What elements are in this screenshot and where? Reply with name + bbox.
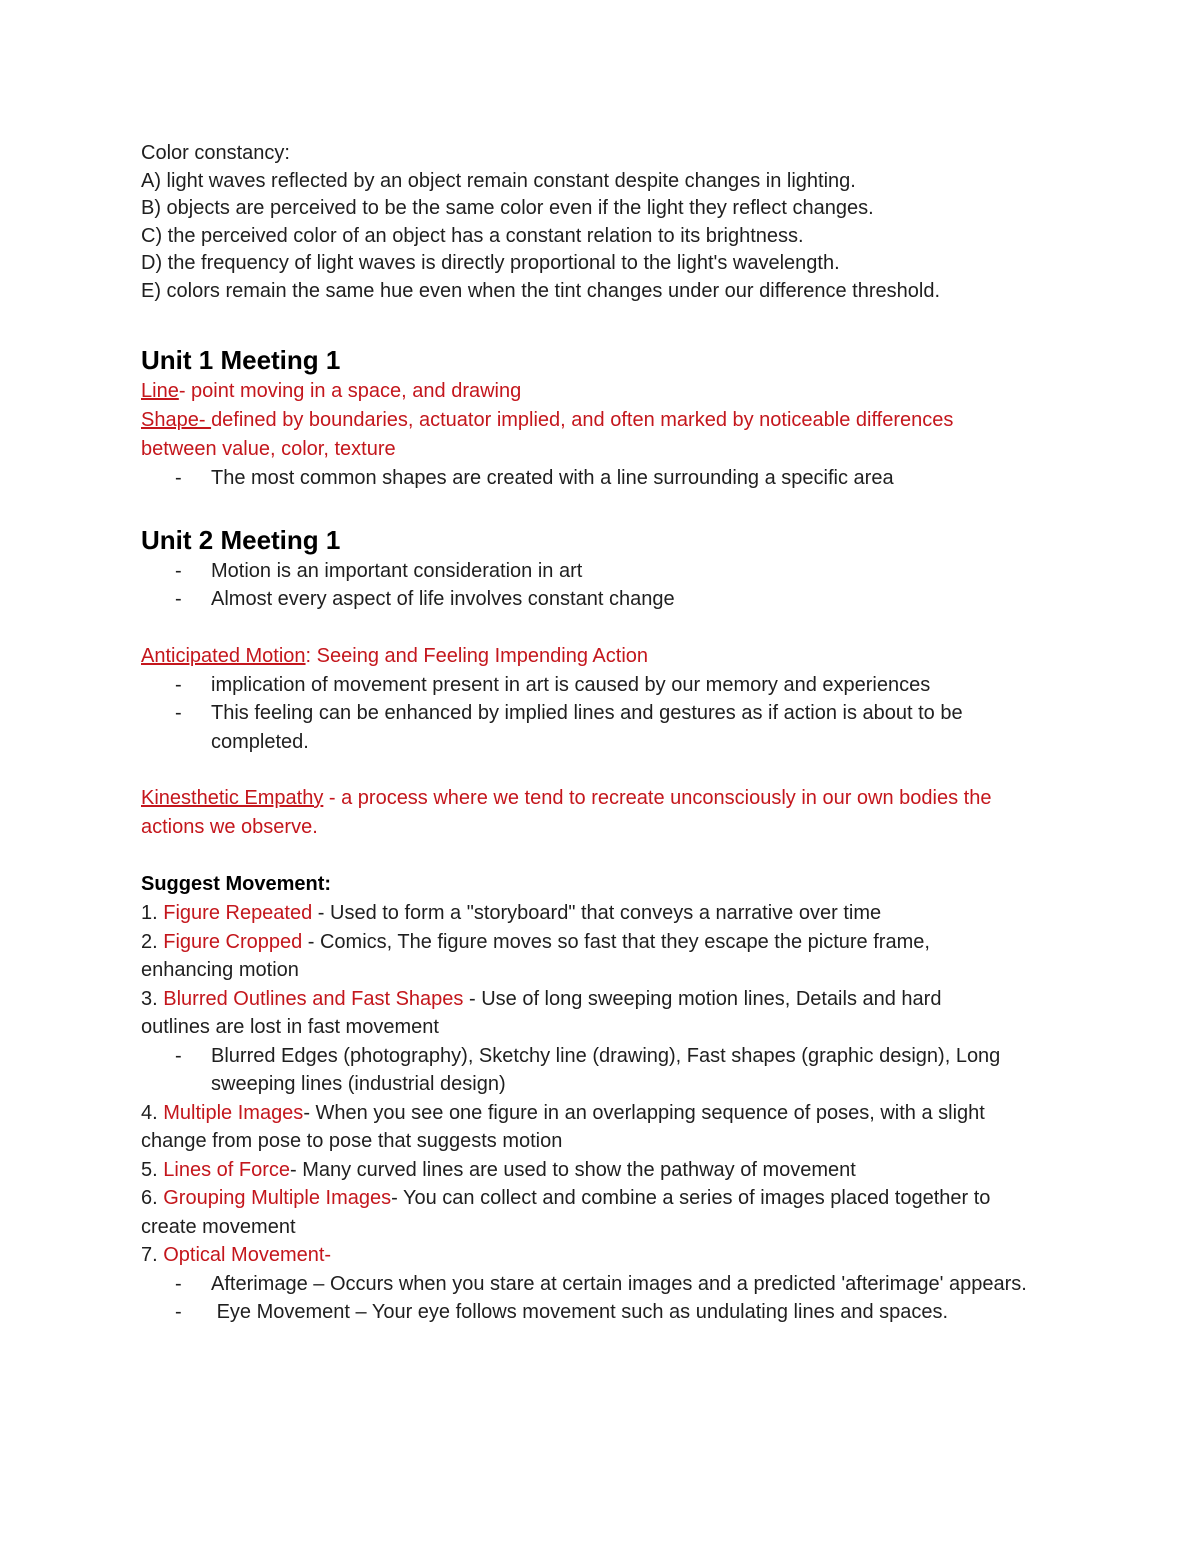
item-number: 2. [141,930,164,953]
list-item [141,928,1071,957]
bullet-text: This feeling can be enhanced by implied lines and gestures as if action is about to be completed. [211,702,963,753]
anticipated-def: : Seeing and Feeling Impending Action [305,644,649,667]
shape-definition-cont: between value, color, texture [141,438,396,460]
kinesthetic-def: - a process where we tend to recreate unconsciously in our own bodies the [323,787,992,809]
unit1-heading: Unit 1 Meeting 1 [141,345,341,375]
item-text: - Many curved lines are used to show the pathway of movement [289,1158,856,1181]
item-number: 7. [141,1244,164,1266]
item-term: Blurred Outlines and Fast Shapes [163,987,464,1010]
shape-term: Shape- [141,409,212,431]
item-number: 6. [141,1187,164,1209]
list-item [141,1099,1071,1128]
quiz-option-c: C) the perceived color of an object has a constant relation to its brightness. [141,224,804,247]
list-item [141,899,1071,928]
bullet-dash: - [175,1044,182,1067]
quiz-option-b: B) objects are perceived to be the same color even if the light they reflect changes. [141,197,874,219]
item-text: - You can collect and combine a series of images placed together to [391,1187,991,1209]
document-content [141,140,1071,1327]
bullet-text: Almost every aspect of life involves constant change [211,588,675,610]
list-item-cont: change from pose to pose that suggests motion [141,1130,563,1152]
item-term: Grouping Multiple Images [163,1187,392,1209]
list-item [141,1184,1071,1213]
bullet-dash: - [175,673,182,696]
line-term: Line [141,380,179,402]
list-item [141,1042,1041,1099]
item-number: 1. [141,902,164,924]
item-text: - Use of long sweeping motion lines, Details and hard [463,987,942,1010]
item-term: Figure Repeated [163,902,313,924]
kinesthetic-empathy [141,784,1071,813]
item-number: 5. [141,1158,164,1181]
bullet-text: The most common shapes are created with a line surrounding a specific area [211,467,894,489]
bullet-dash: - [175,1301,182,1323]
movement-heading: Suggest Movement: [141,873,332,895]
item-term: Figure Cropped [163,930,303,953]
list-item [141,699,1041,756]
bullet-text: Eye Movement – Your eye follows movement such as undulating lines and spaces. [211,1301,949,1323]
shape-def: defined by boundaries, actuator implied, and often marked by noticeable differences [211,409,954,431]
kinesthetic-empathy-cont: actions we observe. [141,816,318,838]
line-definition [141,377,1071,406]
bullet-text: implication of movement present in art is caused by our memory and experiences [211,673,931,696]
list-item-cont: enhancing motion [141,959,299,981]
line-def: - point moving in a space, and drawing [178,380,522,402]
bullet-text: Motion is an important consideration in art [211,559,583,582]
bullet-text: Blurred Edges (photography), Sketchy line (drawing), Fast shapes (graphic design), Long sweeping lines (industrial design) [211,1044,1001,1095]
kinesthetic-term: Kinesthetic Empathy [141,787,324,809]
anticipated-term: Anticipated Motion [141,644,306,667]
unit2-heading: Unit 2 Meeting 1 [141,524,341,555]
item-text: - Comics, The figure moves so fast that they escape the picture frame, [302,930,930,953]
quiz-question: Color constancy: [141,142,290,164]
list-item [141,671,1071,700]
list-item [141,985,1071,1014]
item-number: 4. [141,1101,164,1124]
list-item [141,1270,1041,1299]
list-item-cont: outlines are lost in fast movement [141,1016,439,1038]
bullet-dash: - [175,702,182,724]
item-text: - When you see one figure in an overlapping sequence of poses, with a slight [303,1101,985,1124]
item-number: 3. [141,987,164,1010]
list-item [141,464,1071,493]
anticipated-motion [141,642,1071,671]
item-term: Multiple Images [163,1101,304,1124]
shape-definition [141,406,1071,435]
item-term: Optical Movement- [163,1244,332,1266]
list-item [141,1241,1071,1270]
quiz-option-e: E) colors remain the same hue even when the tint changes under our difference threshold. [141,279,940,302]
list-item-cont: create movement [141,1215,296,1238]
list-item [141,585,1071,614]
quiz-option-a: A) light waves reflected by an object remain constant despite changes in lighting. [141,169,856,192]
bullet-dash: - [175,559,182,582]
item-term: Lines of Force [163,1158,290,1181]
bullet-dash: - [175,588,182,610]
list-item [141,1298,1041,1327]
bullet-dash: - [175,467,182,489]
list-item [141,1156,1071,1185]
bullet-text: Afterimage – Occurs when you stare at certain images and a predicted 'afterimage' appears. [211,1272,1027,1295]
list-item [141,557,1071,586]
bullet-dash: - [175,1272,182,1295]
item-text: - Used to form a "storyboard" that conveys a narrative over time [312,902,882,924]
quiz-option-d: D) the frequency of light waves is directly proportional to the light's wavelength. [141,252,840,274]
